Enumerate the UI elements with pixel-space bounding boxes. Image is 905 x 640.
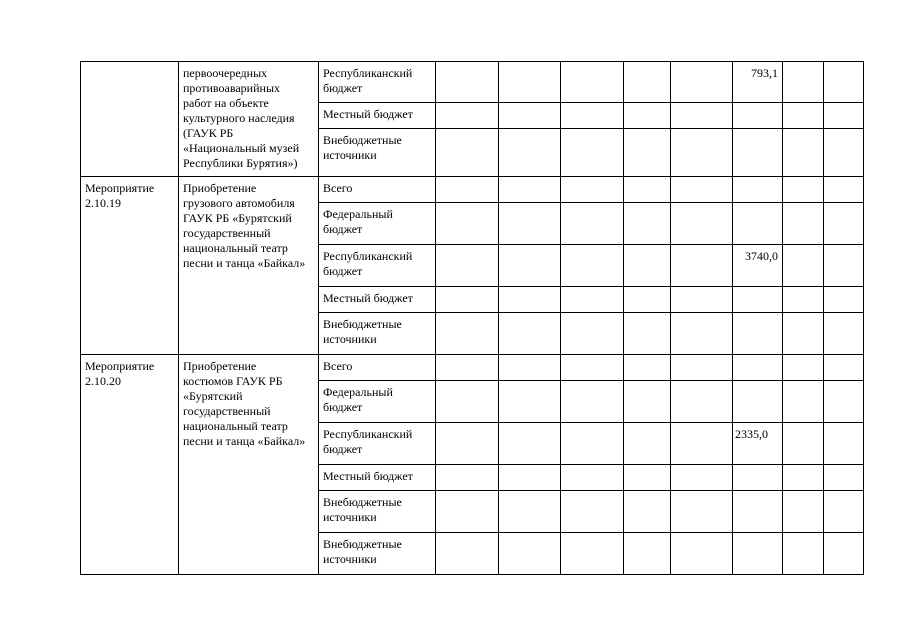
value-cell — [436, 355, 499, 381]
value-cell — [733, 129, 783, 177]
value-cell — [671, 287, 733, 313]
value-cell: 2335,0 — [733, 423, 783, 465]
funding-source-cell — [319, 465, 436, 491]
value-cell — [561, 103, 624, 129]
value-cell — [824, 491, 864, 533]
value-cell — [436, 465, 499, 491]
value-cell — [671, 203, 733, 245]
value-cell — [624, 103, 671, 129]
funding-source: Федеральный бюджет — [323, 207, 393, 236]
value-cell — [783, 381, 824, 423]
funding-source: Внебюджетные источники — [323, 317, 402, 346]
measure-id-cell — [81, 355, 179, 575]
value-cell — [671, 465, 733, 491]
funding-source: Всего — [323, 181, 353, 195]
funding-source-cell — [319, 62, 436, 103]
value-cell — [824, 465, 864, 491]
value-cell — [824, 423, 864, 465]
value-cell — [733, 203, 783, 245]
value-cell — [733, 313, 783, 355]
value-cell — [783, 103, 824, 129]
value-cell — [436, 381, 499, 423]
value-cell — [499, 129, 561, 177]
measure-name: Приобретение костюмов ГАУК РБ «Бурятский государственный национальный театр песни и танца «Байкал» — [183, 359, 306, 448]
value-cell — [671, 533, 733, 575]
value-cell — [436, 287, 499, 313]
value-cell — [624, 381, 671, 423]
value-cell — [671, 103, 733, 129]
measure-name: Приобретение грузового автомобиля ГАУК РБ «Бурятский государственный национальный театр песни и танца «Байкал» — [183, 181, 306, 270]
value-cell — [624, 465, 671, 491]
value-cell — [783, 465, 824, 491]
value-cell — [733, 533, 783, 575]
value-cell — [824, 62, 864, 103]
value-cell — [733, 491, 783, 533]
funding-source-cell — [319, 533, 436, 575]
funding-source: Внебюджетные источники — [323, 537, 402, 566]
value-cell — [436, 203, 499, 245]
measure-id: Мероприятие 2.10.19 — [85, 181, 155, 210]
value-cell — [733, 465, 783, 491]
value-cell — [624, 423, 671, 465]
measure-id-cell — [81, 62, 179, 177]
value-cell — [671, 177, 733, 203]
value-cell — [561, 313, 624, 355]
funding-source: Федеральный бюджет — [323, 385, 393, 414]
table-row — [81, 355, 864, 381]
value-cell — [436, 62, 499, 103]
value-cell — [783, 287, 824, 313]
funding-source-cell — [319, 245, 436, 287]
funding-source: Местный бюджет — [323, 469, 413, 483]
value-cell — [733, 355, 783, 381]
value-cell — [671, 423, 733, 465]
funding-source: Республиканский бюджет — [323, 249, 413, 278]
value-cell — [561, 177, 624, 203]
funding-source-cell — [319, 287, 436, 313]
value-cell — [436, 177, 499, 203]
value-cell — [783, 533, 824, 575]
value-cell — [733, 177, 783, 203]
value-cell — [499, 245, 561, 287]
value-cell — [436, 129, 499, 177]
measure-name-cell — [179, 177, 319, 355]
funding-source: Местный бюджет — [323, 291, 413, 305]
value-cell: 3740,0 — [733, 245, 783, 287]
measure-name: первоочередных противоаварийных работ на объекте культурного наследия (ГАУК РБ «Национальный музей Республики Бурятия») — [183, 66, 300, 170]
funding-source-cell — [319, 177, 436, 203]
measure-id: Мероприятие 2.10.20 — [85, 359, 155, 388]
funding-source: Республиканский бюджет — [323, 66, 413, 95]
value-cell — [671, 129, 733, 177]
table-row — [81, 177, 864, 203]
value-cell — [783, 491, 824, 533]
value-cell — [671, 381, 733, 423]
value-cell — [671, 245, 733, 287]
value-cell — [499, 203, 561, 245]
value-cell — [824, 177, 864, 203]
funding-source-cell — [319, 103, 436, 129]
value-cell — [499, 465, 561, 491]
value-cell — [783, 423, 824, 465]
funding-source-cell — [319, 491, 436, 533]
value-cell — [824, 245, 864, 287]
value-cell — [624, 177, 671, 203]
value-cell — [733, 103, 783, 129]
value-cell — [624, 203, 671, 245]
value-cell — [561, 129, 624, 177]
value-cell — [783, 129, 824, 177]
funding-source-cell — [319, 313, 436, 355]
value-cell — [783, 313, 824, 355]
value-cell — [783, 177, 824, 203]
value-cell — [499, 103, 561, 129]
value-cell — [624, 313, 671, 355]
value-cell — [436, 423, 499, 465]
value-cell — [824, 381, 864, 423]
value-cell — [783, 203, 824, 245]
funding-source-cell — [319, 423, 436, 465]
value-cell — [499, 381, 561, 423]
table-row — [81, 62, 864, 103]
measure-name-cell — [179, 355, 319, 575]
funding-source-cell — [319, 129, 436, 177]
funding-source: Внебюджетные источники — [323, 133, 402, 162]
value-cell — [624, 355, 671, 381]
value-cell — [624, 129, 671, 177]
value-cell — [436, 103, 499, 129]
value-cell — [499, 355, 561, 381]
value-cell — [499, 287, 561, 313]
measure-name-cell — [179, 62, 319, 177]
budget-table — [80, 61, 864, 575]
value-cell — [561, 381, 624, 423]
value-cell — [824, 287, 864, 313]
value-cell — [499, 423, 561, 465]
value-cell — [733, 381, 783, 423]
value-cell — [561, 287, 624, 313]
value-cell — [499, 491, 561, 533]
funding-source: Местный бюджет — [323, 107, 413, 121]
value-cell — [436, 491, 499, 533]
value-cell — [624, 62, 671, 103]
value-cell — [499, 177, 561, 203]
value-cell — [499, 533, 561, 575]
value-cell — [824, 129, 864, 177]
value-cell — [436, 313, 499, 355]
value-cell — [561, 491, 624, 533]
value-cell — [671, 491, 733, 533]
value-cell — [561, 355, 624, 381]
value-cell — [499, 313, 561, 355]
funding-source-cell — [319, 203, 436, 245]
value-cell — [671, 62, 733, 103]
value-cell — [561, 465, 624, 491]
value-cell — [824, 313, 864, 355]
value-cell — [783, 62, 824, 103]
value-cell — [624, 287, 671, 313]
value-cell — [436, 245, 499, 287]
value-cell — [671, 313, 733, 355]
value-cell — [783, 245, 824, 287]
value-cell — [824, 103, 864, 129]
value-cell — [783, 355, 824, 381]
funding-source: Внебюджетные источники — [323, 495, 402, 524]
value-cell — [624, 245, 671, 287]
value-cell — [561, 245, 624, 287]
value-cell — [733, 287, 783, 313]
funding-source-cell — [319, 355, 436, 381]
funding-source-cell — [319, 381, 436, 423]
value-cell — [624, 491, 671, 533]
value-cell — [436, 533, 499, 575]
funding-source: Всего — [323, 359, 353, 373]
value-cell — [824, 203, 864, 245]
value-cell — [561, 62, 624, 103]
value-cell — [499, 62, 561, 103]
funding-source: Республиканский бюджет — [323, 427, 413, 456]
value-cell — [671, 355, 733, 381]
value-cell — [624, 533, 671, 575]
value-cell — [561, 203, 624, 245]
value-cell — [824, 533, 864, 575]
value-cell — [824, 355, 864, 381]
value-cell — [561, 533, 624, 575]
measure-id-cell — [81, 177, 179, 355]
value-cell — [561, 423, 624, 465]
value-cell: 793,1 — [733, 62, 783, 103]
